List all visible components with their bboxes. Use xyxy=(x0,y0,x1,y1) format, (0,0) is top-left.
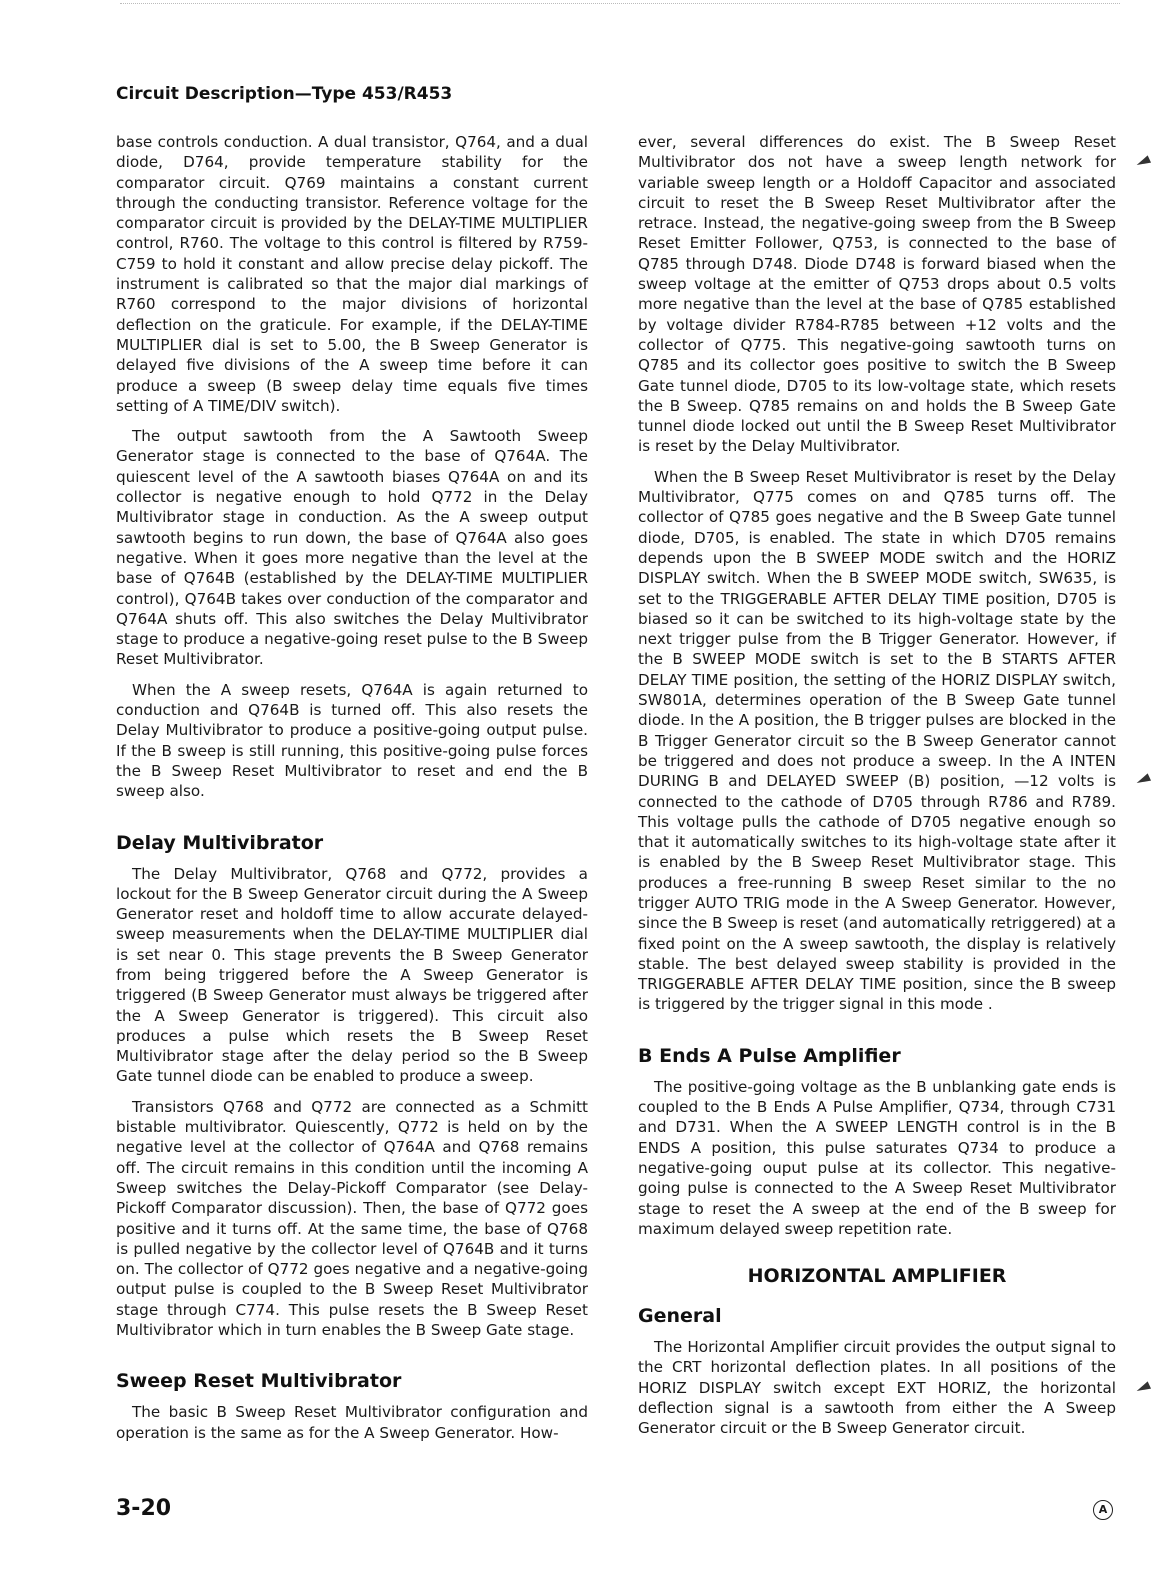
paragraph: Transistors Q768 and Q772 are connected as a Schmitt bistable multivibrator. Quiescently, Q772 is held on by the negative level at the collector of Q764A and Q768 remains off. The circuit remains in this condition until the incoming A Sweep switches the Delay-Pickoff Comparator (see Delay-Pickoff Comparator discussion). Then, the base of Q772 goes positive and it turns off. At the same time, the base of Q768 is pulled negative by the collector level of Q764B and it turns on. The collector of Q772 goes negative and a negative-going output pulse is coupled to the B Sweep Reset Multivibrator stage through C774. This pulse resets the B Sweep Reset Multivibrator which in turn enables the B Sweep Gate stage. xyxy=(116,1097,588,1340)
section-heading-sweep-reset-multivibrator: Sweep Reset Multivibrator xyxy=(116,1370,402,1393)
margin-mark-icon xyxy=(1135,773,1151,786)
margin-mark-icon xyxy=(1135,155,1151,168)
section-heading-b-ends-a-pulse-amplifier: B Ends A Pulse Amplifier xyxy=(638,1044,901,1067)
right-column xyxy=(638,132,1116,1449)
paragraph: The basic B Sweep Reset Multivibrator configuration and operation is the same as for the A Sweep Generator. How- xyxy=(116,1403,588,1442)
paragraph: The positive-going voltage as the B unblanking gate ends is coupled to the B Ends A Pulse Amplifier, Q734, through C731 and D731. When the A SWEEP LENGTH control is in the B ENDS A position, this pulse saturates Q734 to produce a negative-going ouput pulse at its collector. This negative-going pulse is connected to the A Sweep Reset Multivibrator stage to reset the A sweep at the end of the B sweep for maximum delayed sweep repetition rate. xyxy=(638,1077,1116,1238)
section-heading-delay-multivibrator: Delay Multivibrator xyxy=(116,831,324,854)
paragraph: When the A sweep resets, Q764A is again returned to conduction and Q764B is turned off. This also resets the Delay Multivibrator to produce a positive-going output pulse. If the B sweep is still running, this positive-going pulse forces the B Sweep Reset Multivibrator to reset and end the B sweep also. xyxy=(116,680,588,801)
page-header: Circuit Description—Type 453/R453 xyxy=(116,84,453,104)
paragraph: base controls conduction. A dual transistor, Q764, and a dual diode, D764, provide temperature stability for the comparator circuit. Q769 maintains a constant current through the conducting transistor. Reference voltage for the comparator circuit is provided by the DELAY-TIME MULTIPLIER control, R760. The voltage to this control is filtered by R759-C759 to hold it constant and allow precise delay pickoff. The instrument is calibrated so that the major dial markings of R760 correspond to the major divisions of horizontal deflection on the graticule. For example, if the DELAY-TIME MULTIPLIER dial is set to 5.00, the B Sweep Generator is delayed five divisions of the A sweep time before it can produce a sweep (B sweep delay time equals five times setting of A TIME/DIV switch). xyxy=(116,133,588,415)
scan-edge-noise xyxy=(120,3,1120,5)
section-heading-general: General xyxy=(638,1305,722,1328)
revision-mark-icon: A xyxy=(1093,1500,1113,1520)
paragraph: The Delay Multivibrator, Q768 and Q772, provides a lockout for the B Sweep Generator circuit during the A Sweep Generator reset and holdoff time to allow accurate delayed-sweep measurements when the DELAY-TIME MULTIPLIER dial is set near 0. This stage prevents the B Sweep Generator from being triggered before the A Sweep Generator is triggered (B Sweep Generator must always be triggered after the A Sweep Generator is triggered). This circuit also produces a pulse which resets the B Sweep Reset Multivibrator stage after the delay period so the B Sweep Gate tunnel diode can be enabled to produce a sweep. xyxy=(116,864,588,1086)
paragraph: The Horizontal Amplifier circuit provides the output signal to the CRT horizontal deflection plates. In all positions of the HORIZ DISPLAY switch except EXT HORIZ, the horizontal deflection signal is a sawtooth from either the A Sweep Generator circuit or the B Sweep Generator circuit. xyxy=(638,1338,1116,1438)
page-number: 3-20 xyxy=(116,1496,172,1521)
paragraph: The output sawtooth from the A Sawtooth Sweep Generator stage is connected to the base of Q764A. The quiescent level of the A sawtooth biases Q764A on and its collector is negative enough to hold Q772 in the Delay Multivibrator stage in conduction. As the A sweep output sawtooth begins to run down, the base of Q764A also goes negative. When it goes more negative than the level at the base of Q764B (established by the DELAY-TIME MULTIPLIER control), Q764B takes over conduction of the comparator and Q764A shuts off. This also switches the Delay Multivibrator stage to produce a negative-going reset pulse to the B Sweep Reset Multivibrator. xyxy=(116,427,588,669)
left-column xyxy=(116,132,588,1453)
section-heading-horizontal-amplifier: HORIZONTAL AMPLIFIER xyxy=(747,1265,1007,1288)
paragraph: When the B Sweep Reset Multivibrator is reset by the Delay Multivibrator, Q775 comes on and Q785 turns off. The collector of Q785 goes negative and the B Sweep Gate tunnel diode, D705, is enabled. The state in which D705 remains depends upon the B SWEEP MODE switch and the HORIZ DISPLAY switch. When the B SWEEP MODE switch, SW635, is set to the TRIGGERABLE AFTER DELAY TIME position, D705 is biased so it can be switched to its high-voltage state by the next trigger pulse from the B Trigger Generator. However, if the B SWEEP MODE switch is set to the B STARTS AFTER DELAY TIME position, the setting of the HORIZ DISPLAY switch, SW801A, determines operation of the B Sweep Gate tunnel diode. In the A position, the B trigger pulses are blocked in the B Trigger Generator circuit so the B Sweep Generator cannot be triggered and does not produce a sweep. In the A INTEN DURING B and DELAYED SWEEP (B) position, —12 volts is connected to the cathode of D705 through R786 and R789. This voltage pulls the cathode of D705 negative enough so that it automatically switches to its high-voltage state after it is enabled by the B Sweep Reset Multivibrator stage. This produces a free-running B sweep Reset similar to the no trigger AUTO TRIG mode in the A Sweep Generator. However, since the B Sweep is reset (and automatically retriggered) at a fixed point on the A sweep sawtooth, the display is relatively stable. The best delayed sweep stability is provided in the TRIGGERABLE AFTER DELAY TIME position, since the B sweep is triggered by the trigger signal in this mode . xyxy=(638,467,1116,1014)
paragraph: ever, several differences do exist. The B Sweep Reset Multivibrator dos not have a sweep length network for variable sweep length or a Holdoff Capacitor and associated circuit to reset the B Sweep Reset Multivibrator after the retrace. Instead, the negative-going sweep from the B Sweep Reset Emitter Follower, Q753, is connected to the base of Q785 through D748. Diode D748 is forward biased when the sweep voltage at the emitter of Q753 drops about 0.5 volts more negative than the level at the base of Q785 established by voltage divider R784-R785 between +12 volts and the collector of Q775. This negative-going sawtooth turns on Q785 and its collector goes positive to switch the B Sweep Gate tunnel diode, D705 to its low-voltage state, which resets the B Sweep. Q785 remains on and holds the B Sweep Gate tunnel diode locked out until the B Sweep Reset Multivibrator is reset by the Delay Multivibrator. xyxy=(638,133,1116,456)
margin-mark-icon xyxy=(1135,1381,1151,1394)
